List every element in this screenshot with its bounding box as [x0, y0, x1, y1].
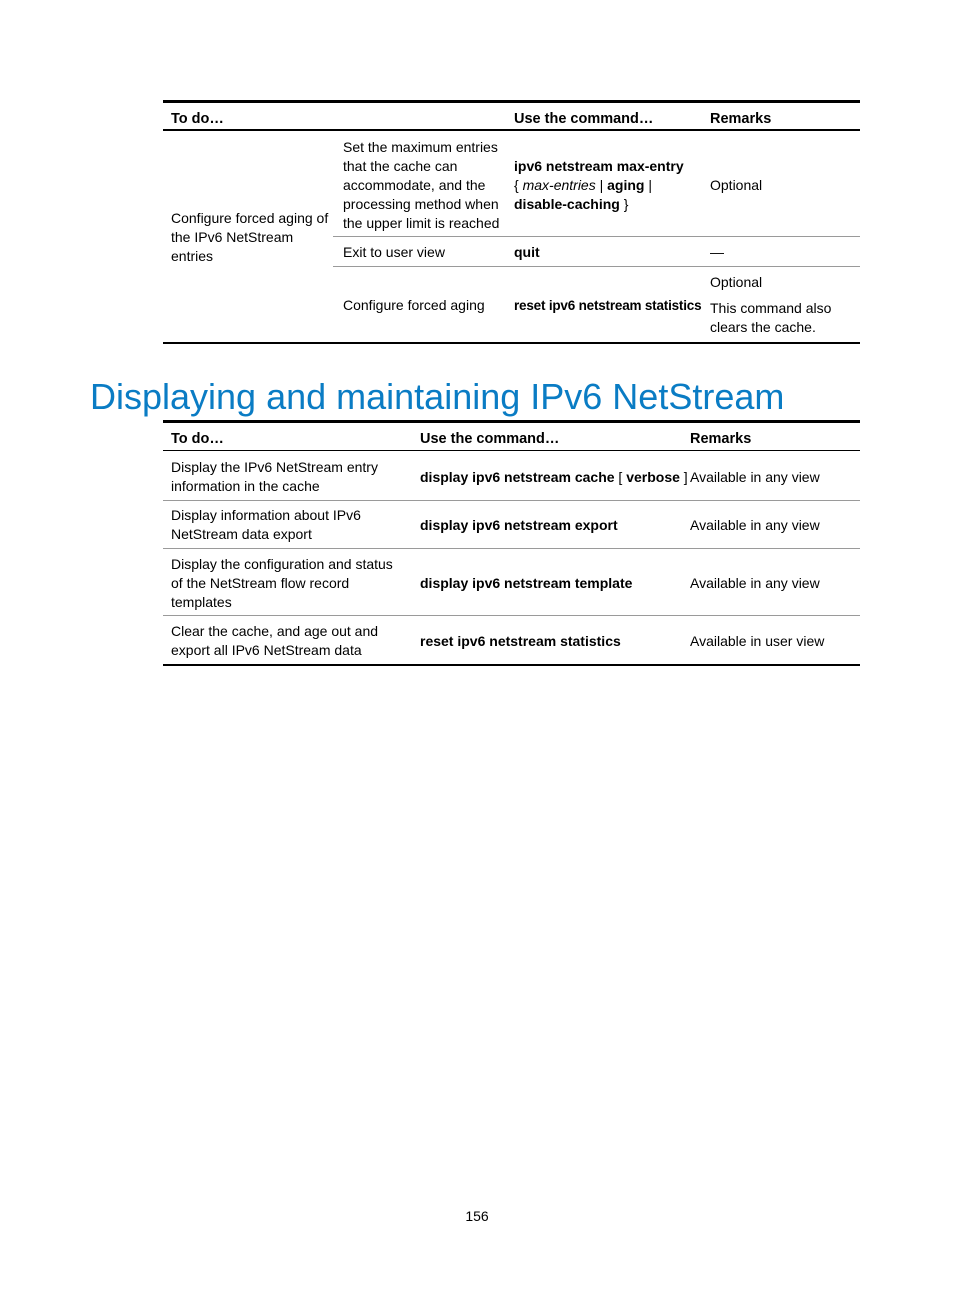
table-row-task: Display the configuration and status of the NetStream flow record templates [171, 556, 393, 610]
header-rule [163, 129, 860, 131]
display-table [163, 420, 860, 668]
config-table [163, 100, 860, 345]
step-configure-forced-aging: Configure forced aging [343, 297, 485, 313]
header-remarks: Remarks [690, 431, 752, 447]
remark-any-view: Available in any view [690, 469, 820, 485]
remark-clears-cache: This command also clears the cache. [710, 300, 832, 335]
group-label: Configure forced aging of the IPv6 NetStream entries [171, 210, 329, 264]
command-reset-statistics: reset ipv6 netstream statistics [420, 633, 621, 649]
header-to-do: To do… [171, 111, 224, 127]
step-exit-user-view: Exit to user view [343, 244, 445, 260]
header-command: Use the command… [514, 111, 654, 127]
remark-optional: Optional [710, 274, 763, 290]
remark-optional: Optional [710, 177, 763, 193]
table-row-task: Clear the cache, and age out and export all IPv6 NetStream data [171, 623, 379, 658]
table-bottom-rule [163, 664, 860, 666]
table-top-rule [163, 420, 860, 423]
remark-any-view: Available in any view [690, 575, 820, 591]
row-divider [333, 266, 860, 267]
command-display-template: display ipv6 netstream template [420, 575, 633, 591]
table-row-task: Display information about IPv6 NetStream data export [171, 507, 361, 542]
row-divider [163, 548, 860, 549]
remark-user-view: Available in user view [690, 633, 825, 649]
table-bottom-rule [163, 342, 860, 344]
command-display-cache: display ipv6 netstream cache [ verbose ] [420, 469, 688, 485]
remark-any-view: Available in any view [690, 517, 820, 533]
header-rule [163, 450, 860, 451]
row-divider [163, 615, 860, 616]
header-command: Use the command… [420, 431, 560, 447]
page-number: 156 [465, 1208, 489, 1224]
command-quit: quit [514, 244, 540, 260]
remark-dash: — [710, 244, 724, 260]
table-row-task: Display the IPv6 NetStream entry information in the cache [171, 459, 378, 494]
row-divider [333, 236, 860, 237]
command-reset-statistics: reset ipv6 netstream statistics [514, 298, 702, 313]
row-divider [163, 500, 860, 501]
command-max-entry: ipv6 netstream max-entry { max-entries | aging | disable-caching } [514, 158, 684, 212]
header-to-do: To do… [171, 431, 224, 447]
command-display-export: display ipv6 netstream export [420, 517, 618, 533]
section-heading: Displaying and maintaining IPv6 NetStream [90, 376, 785, 417]
header-remarks: Remarks [710, 111, 772, 127]
step-set-max-entries: Set the maximum entries that the cache can accommodate, and the processing method when the upper limit is reached [343, 139, 500, 231]
table-top-rule [163, 100, 860, 103]
